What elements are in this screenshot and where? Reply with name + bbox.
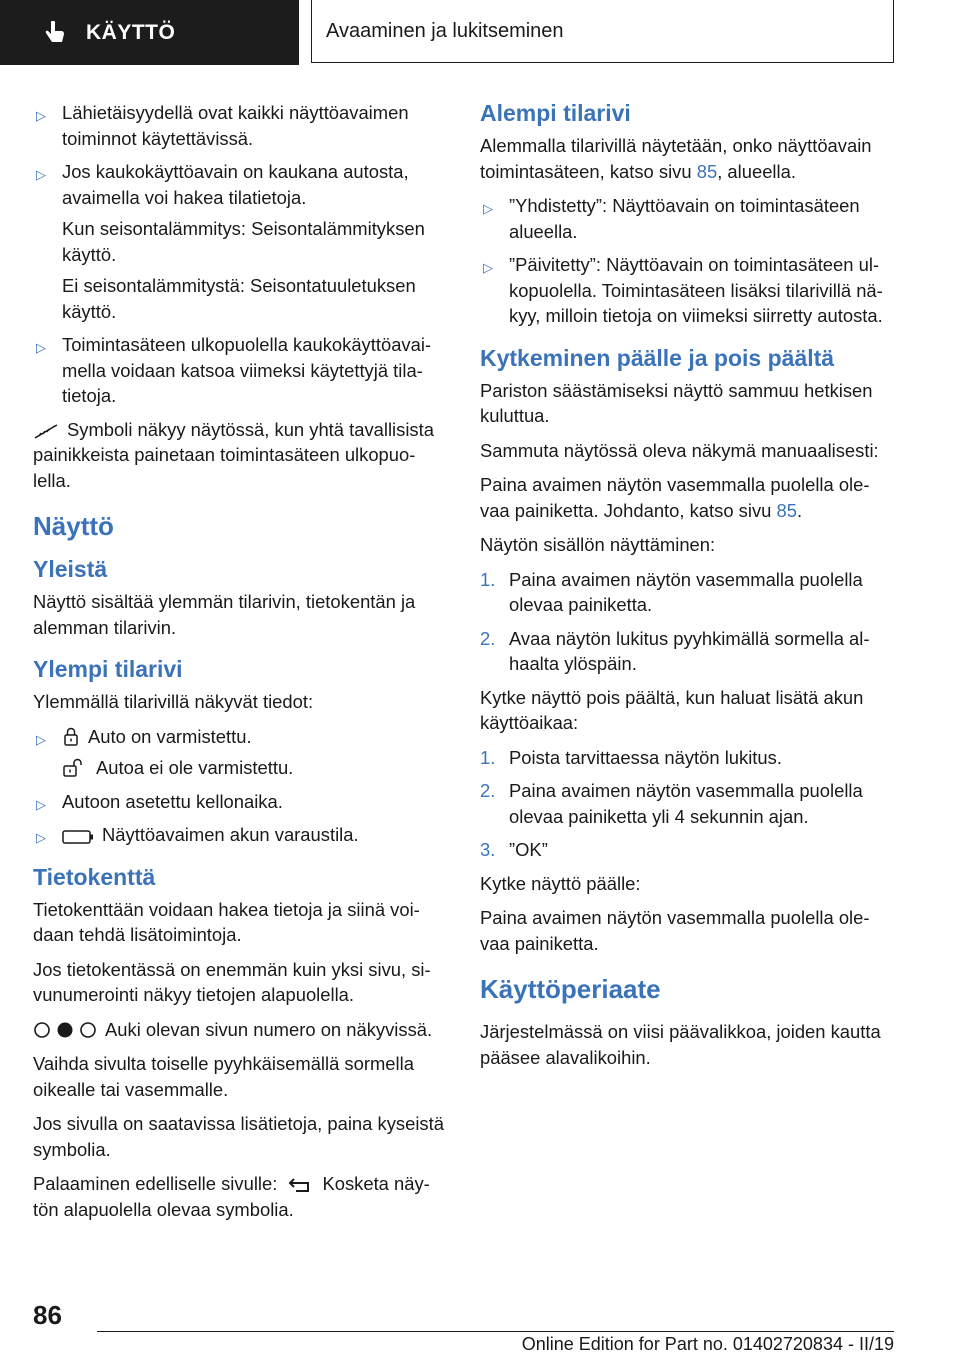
- numbered-item: 2. Paina avaimen näytön vasemmalla puolella olevaa painiketta yli 4 sekunnin ajan.: [480, 780, 863, 827]
- section-tab: [311, 0, 894, 63]
- footer-divider: [97, 1331, 894, 1332]
- list-item: ▷ Lähietäisyydellä ovat kaikki näyttöavaimen toiminnot käytettävissä.: [36, 102, 409, 149]
- heading-alempi-tilarivi: Alempi tilarivi: [480, 100, 631, 126]
- page-dots-icon: [33, 1020, 97, 1040]
- edition-text: Online Edition for Part no. 01402720834 - II/19: [521, 1334, 894, 1354]
- symbol-note: Symboli näkyy näytössä, kun yhtä tavallisista painikkeista painetaan toimintasäteen ulkopuo-lella.: [33, 418, 434, 491]
- numbered-item: 3. ”OK”: [480, 839, 548, 860]
- left-column: ▷ Lähietäisyydellä ovat kaikki näyttöavaimen toiminnot käytettävissä. ▷ Jos kaukokäyttöavain on kaukana autosta, avaimella voi hakea tilatietoja. Kun seisontalämmitys: Seisontalämmityksen käyttö. Ei seisontalämmitystä: Seisontatuuletuksen käyttö. ▷ Toimintasäteen ulkopuolella kaukokäyttöavai-mella voidaan katsoa viimeksi käytettyjä tila-tietoja. Symboli näkyy näytössä, kun yhtä tavallisista painikkeista painetaan toimintasäteen ulkopuo-lella. Näyttö Yleistä Näyttö sisältää ylemmän tilarivin, tietokentän ja alemman tilarivin. Ylempi tilarivi Ylemmällä tilarivillä näkyvät tiedot: ▷ Auto on varmistettu. Autoa ei ole varmistettu. ▷ Autoon asetettu kellonaika. ▷ Näyttöavaimen akun varaustila. Tietokenttä Tietokenttään voidaan hakea tietoja ja siinä voi-daan tehdä lisätoimintoja. Jos tietokentässä on enemmän kuin yksi sivu, si-vunumerointi näkyy tietojen alapuolella. Auki olevan sivun numero on näkyvissä. Vaihda sivulta toiselle pyyhkäisemällä sormella oikealle tai vasemmalle. Jos sivulla on saatavissa lisätietoja, paina kyseistä symbolia. Palaaminen edelliselle sivulle: Kosketa näy-tön alapuolella olevaa symbolia.: [33, 100, 451, 1231]
- triangle-bullet-icon: ▷: [36, 340, 46, 355]
- chapter-title: KÄYTTÖ: [86, 20, 176, 44]
- page-link[interactable]: 85: [776, 499, 797, 521]
- triangle-bullet-icon: ▷: [36, 830, 46, 845]
- triangle-bullet-icon: ▷: [36, 731, 46, 747]
- list-item: ▷ ”Yhdistetty”: Näyttöavain on toimintasäteen alueella.: [483, 195, 860, 242]
- list-item: ▷ Jos kaukokäyttöavain on kaukana autosta, avaimella voi hakea tilatietoja. Kun seisontalämmitys: Seisontalämmityksen käyttö. Ei seisontalämmitystä: Seisontatuuletuksen käyttö.: [36, 161, 425, 322]
- triangle-bullet-icon: ▷: [36, 108, 46, 123]
- triangle-bullet-icon: ▷: [483, 201, 493, 216]
- right-column: Alempi tilarivi Alemmalla tilarivillä näytetään, onko näyttöavain toimintasäteen, katso sivu 85, alueella. ▷ ”Yhdistetty”: Näyttöavain on toimintasäteen alueella. ▷ ”Päivitetty”: Näyttöavain on toimintasäteen ul-kopuolella. Toimintasäteen lisäksi tilarivillä nä-kyy, milloin tietoja on viimeksi siirretty autosta. Kytkeminen päälle ja pois päältä Pariston säästämiseksi näyttö sammuu hetkisen kuluttua. Sammuta näytössä oleva näkymä manuaalisesti: Paina avaimen näytön vasemmalla puolella ole-vaa painiketta. Johdanto, katso sivu 85. Näytön sisällön näyttäminen: 1. Paina avaimen näytön vasemmalla puolella olevaa painiketta. 2. Avaa näytön lukitus pyyhkimällä sormella al-haalta ylöspäin. Kytke näyttö pois päältä, kun haluat lisätä akun käyttöaikaa: 1. Poista tarvittaessa näytön lukitus. 2. Paina avaimen näytön vasemmalla puolella olevaa painiketta yli 4 sekunnin ajan. 3. ”OK” Kytke näyttö päälle: Paina avaimen näytön vasemmalla puolella ole-vaa painiketta. Käyttöperiaate Järjestelmässä on viisi päävalikkoa, joiden kautta pääsee alavalikoihin.: [480, 100, 898, 1079]
- heading-naytto: Näyttö: [33, 511, 114, 541]
- triangle-bullet-icon: ▷: [36, 167, 46, 182]
- triangle-bullet-icon: ▷: [483, 260, 493, 275]
- numbered-item: 1. Paina avaimen näytön vasemmalla puolella olevaa painiketta.: [480, 568, 863, 615]
- list-item: ▷ Toimintasäteen ulkopuolella kaukokäyttöavai-mella voidaan katsoa viimeksi käytettyjä tila-tietoja.: [36, 334, 432, 406]
- heading-ylempi-tilarivi: Ylempi tilarivi: [33, 656, 183, 682]
- page-number: 86: [33, 1300, 62, 1330]
- numbered-item: 1. Poista tarvittaessa näytön lukitus.: [480, 746, 782, 768]
- triangle-bullet-icon: ▷: [36, 796, 46, 812]
- heading-tietokentta: Tietokenttä: [33, 863, 156, 890]
- battery-icon: [62, 829, 94, 845]
- list-item: ▷ Auto on varmistettu. Autoa ei ole varmistettu.: [36, 725, 294, 778]
- out-of-range-icon: [33, 424, 59, 440]
- chapter-tab: [0, 0, 299, 65]
- heading-kytkeminen: Kytkeminen päälle ja pois päältä: [480, 344, 835, 371]
- list-item: ▷ ”Päivitetty”: Näyttöavain on toimintasäteen ul-kopuolella. Toimintasäteen lisäksi tilarivillä nä-kyy, milloin tietoja on viimeksi siirretty autosta.: [483, 254, 883, 326]
- numbered-item: 2. Avaa näytön lukitus pyyhkimällä sormella al-haalta ylöspäin.: [480, 627, 870, 674]
- hand-pointer-icon: [44, 21, 66, 45]
- page-link[interactable]: 85: [696, 160, 718, 182]
- heading-kayttoperiaate: Käyttöperiaate: [480, 974, 661, 1004]
- back-arrow-icon: [288, 1176, 314, 1194]
- list-item: ▷ Näyttöavaimen akun varaustila.: [33, 822, 451, 848]
- heading-yleista: Yleistä: [33, 556, 108, 582]
- list-item: ▷ Autoon asetettu kellonaika.: [33, 789, 451, 815]
- lock-closed-icon: [62, 727, 80, 747]
- lock-open-icon: [62, 758, 88, 778]
- section-title: Avaaminen ja lukitseminen: [326, 19, 564, 42]
